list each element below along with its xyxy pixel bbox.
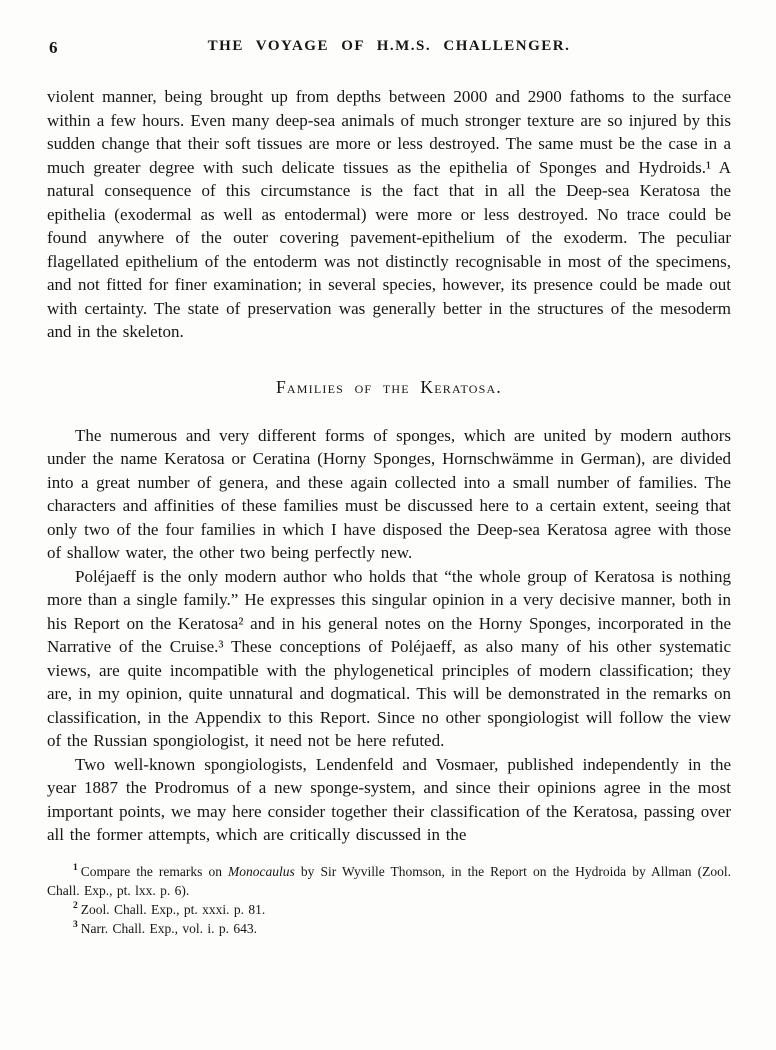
footnote-marker: 2 <box>73 901 78 911</box>
page-body <box>47 85 731 847</box>
paragraph: The numerous and very different forms of sponges, which are united by modern authors under the name Keratosa or Ceratina (Horny Sponges, Hornschwämme in German), are divided into a great number of genera, and these again collected into a small number of families. The characters and affinities of these families must be discussed here to a certain extent, seeing that only two of the four families in which I have disposed the Deep-sea Keratosa agree with those of shallow water, the other two being perfectly new. <box>47 425 731 562</box>
footnotes <box>47 862 731 938</box>
paragraph-continuation: violent manner, being brought up from depths between 2000 and 2900 fathoms to the surface within a few hours. Even many deep-sea animals of much stronger texture are so injured by this sudden change that their soft tissues are more or less destroyed. The same must be the case in a much greater degree with such delicate tissues as the epithelia of Sponges and Hydroids.¹ A natural consequence of this circumstance is the fact that in all the Deep-sea Keratosa the epithelia (exodermal as well as entodermal) were more or less destroyed. No trace could be found anywhere of the outer covering pavement-epithelium of the exoderm. The peculiar flagellated epithelium of the entoderm was not distinctly recognisable in most of the specimens, and not fitted for finer examination; in several species, however, its presence could be made out with certainty. The state of preservation was generally better in the structures of the mesoderm and in the skeleton. <box>47 87 731 341</box>
page-number: 6 <box>49 38 58 57</box>
footnote-text: by Sir Wyville Thomson, in the Report on the Hydroida by Allman (Zool. Chall. Exp., pt. lxx. p. 6). <box>47 863 731 898</box>
footnote-text: Compare the remarks on <box>80 863 229 879</box>
footnote <box>47 862 731 900</box>
section-heading: Families of the Keratosa. <box>276 376 502 397</box>
footnote <box>47 919 731 938</box>
footnote <box>47 900 731 919</box>
paragraph: Poléjaeff is the only modern author who holds that “the whole group of Keratosa is nothing more than a single family.” He expresses this singular opinion in a very decisive manner, both in his Report on the Keratosa² and in his general notes on the Horny Sponges, incorporated in the Narrative of the Cruise.³ These conceptions of Poléjaeff, as also many of his other systematic views, are quite incompatible with the phylogenetical principles of modern classification; they are, in my opinion, quite unnatural and dogmatical. This will be demonstrated in the remarks on classification, in the Appendix to this Report. Since no other spongiologist will follow the view of the Russian spongiologist, it need not be here refuted. <box>47 566 731 750</box>
footnote-text: Zool. Chall. Exp., pt. xxxi. p. 81. <box>80 901 266 917</box>
page-header <box>47 38 731 60</box>
footnote-marker: 3 <box>73 920 78 930</box>
footnote-marker: 1 <box>73 863 78 873</box>
paragraph: Two well-known spongiologists, Lendenfeld and Vosmaer, published independently in the year 1887 the Prodromus of a new sponge-system, and since their opinions agree in the most important points, we may here consider together their classification of the Keratosa, passing over all the former attempts, which are critically discussed in the <box>47 754 731 844</box>
footnote-text: Narr. Chall. Exp., vol. i. p. 643. <box>80 920 257 936</box>
footnote-species-name: Monocaulus <box>228 863 295 879</box>
running-title: THE VOYAGE OF H.M.S. CHALLENGER. <box>207 38 571 54</box>
